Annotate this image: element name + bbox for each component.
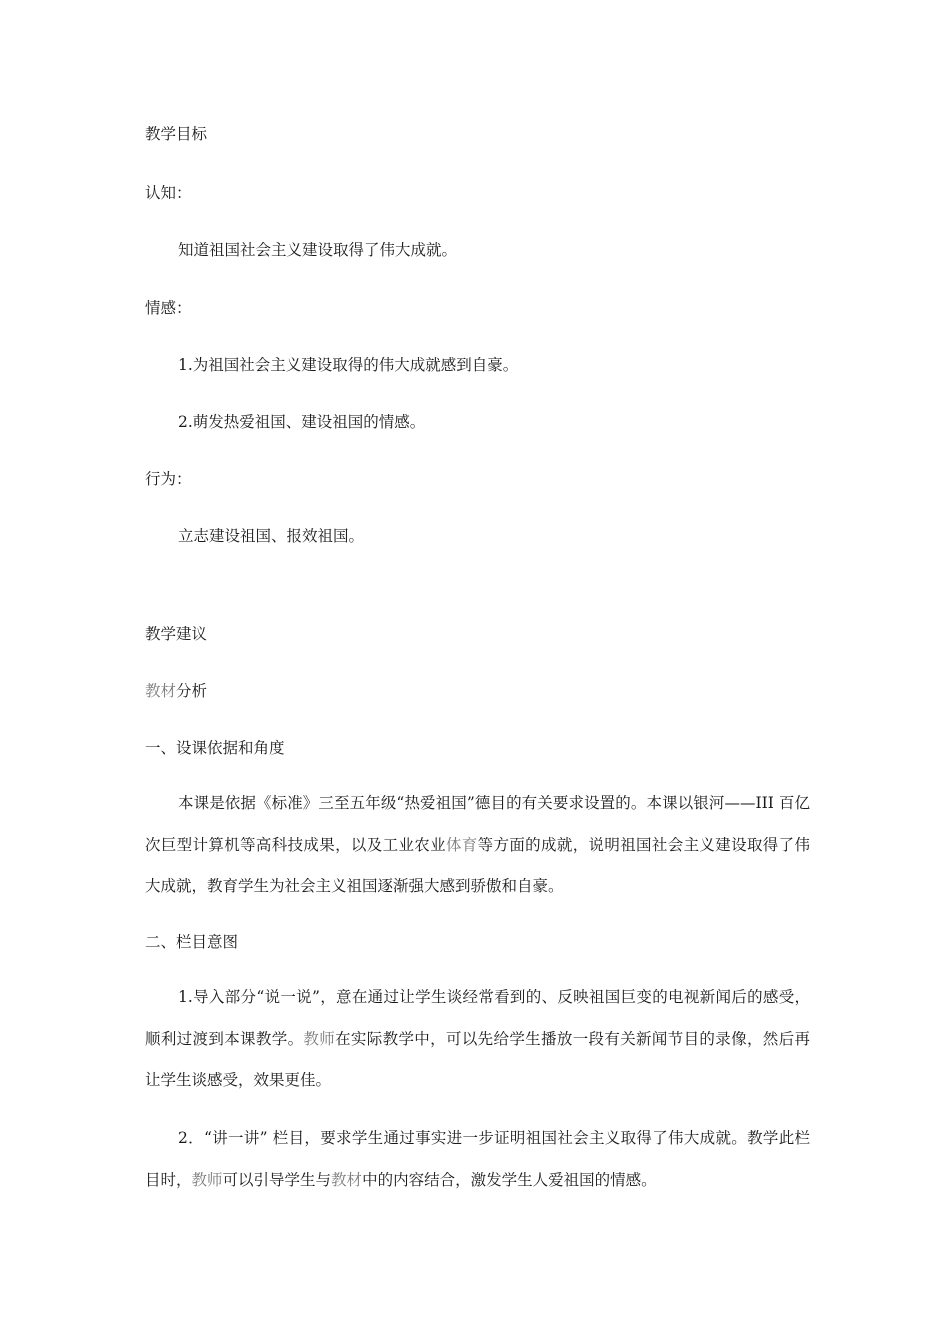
cognition-label: 认知：	[145, 184, 192, 202]
intent2-text-3: 中的内容结合，激发学生人爱祖国的情感。	[362, 1170, 657, 1189]
cognition-text: 知道祖国社会主义建设取得了伟大成就。	[178, 241, 458, 259]
basis-paragraph	[145, 783, 810, 908]
sports-link[interactable]: 体育	[445, 835, 478, 854]
intent2-text-1: 2．“讲一讲” 栏目，要求学生通过事实进一步证明祖国社会主义取得了伟大成就。教学此栏目时，	[145, 1129, 810, 1189]
intent-paragraph-2	[145, 1118, 810, 1201]
basis-text-1: 本课是依据《标准》三至五年级“热爱祖国”德目的有关要求设置的。本课以银河——III 百亿次巨型计算机等高科技成果，以及工业农业	[145, 794, 810, 854]
intent2-text-2: 可以引导学生与	[222, 1170, 332, 1189]
behavior-text: 立志建设祖国、报效祖国。	[178, 527, 365, 545]
teaching-goals-heading: 教学目标	[145, 125, 208, 143]
material-analysis-heading	[145, 681, 207, 701]
teacher-link[interactable]: 教师	[303, 1029, 336, 1048]
material-link[interactable]: 教材	[145, 682, 177, 700]
intent1-text-1: 1.导入部分“说一说”，意在通过让学生谈经常看到的、反映祖国巨变的电视新闻后的感受，顺利过渡到本课教学。	[145, 988, 810, 1048]
emotion-label: 情感：	[145, 299, 192, 317]
behavior-label: 行为：	[145, 470, 192, 488]
teaching-suggestions-heading: 教学建议	[145, 625, 208, 643]
intent-heading: 二、栏目意图	[145, 933, 239, 951]
teacher-link-2[interactable]: 教师	[191, 1170, 223, 1189]
material-analysis-rest: 分析	[176, 682, 208, 700]
basis-text-2: 等方面的成就，说明祖国社会主义建设取得了伟大成就，教育学生为社会主义祖国逐渐强大感到骄傲和自豪。	[145, 835, 810, 895]
emotion-item-1: 1.为祖国社会主义建设取得的伟大成就感到自豪。	[178, 356, 519, 374]
material-link-2[interactable]: 教材	[331, 1170, 363, 1189]
intent1-text-2: 在实际教学中，可以先给学生播放一段有关新闻节目的录像，然后再让学生谈感受，效果更佳。	[145, 1029, 810, 1089]
intent-paragraph-1	[145, 977, 810, 1102]
basis-heading: 一、设课依据和角度	[145, 739, 285, 757]
emotion-item-2: 2.萌发热爱祖国、建设祖国的情感。	[178, 413, 426, 431]
